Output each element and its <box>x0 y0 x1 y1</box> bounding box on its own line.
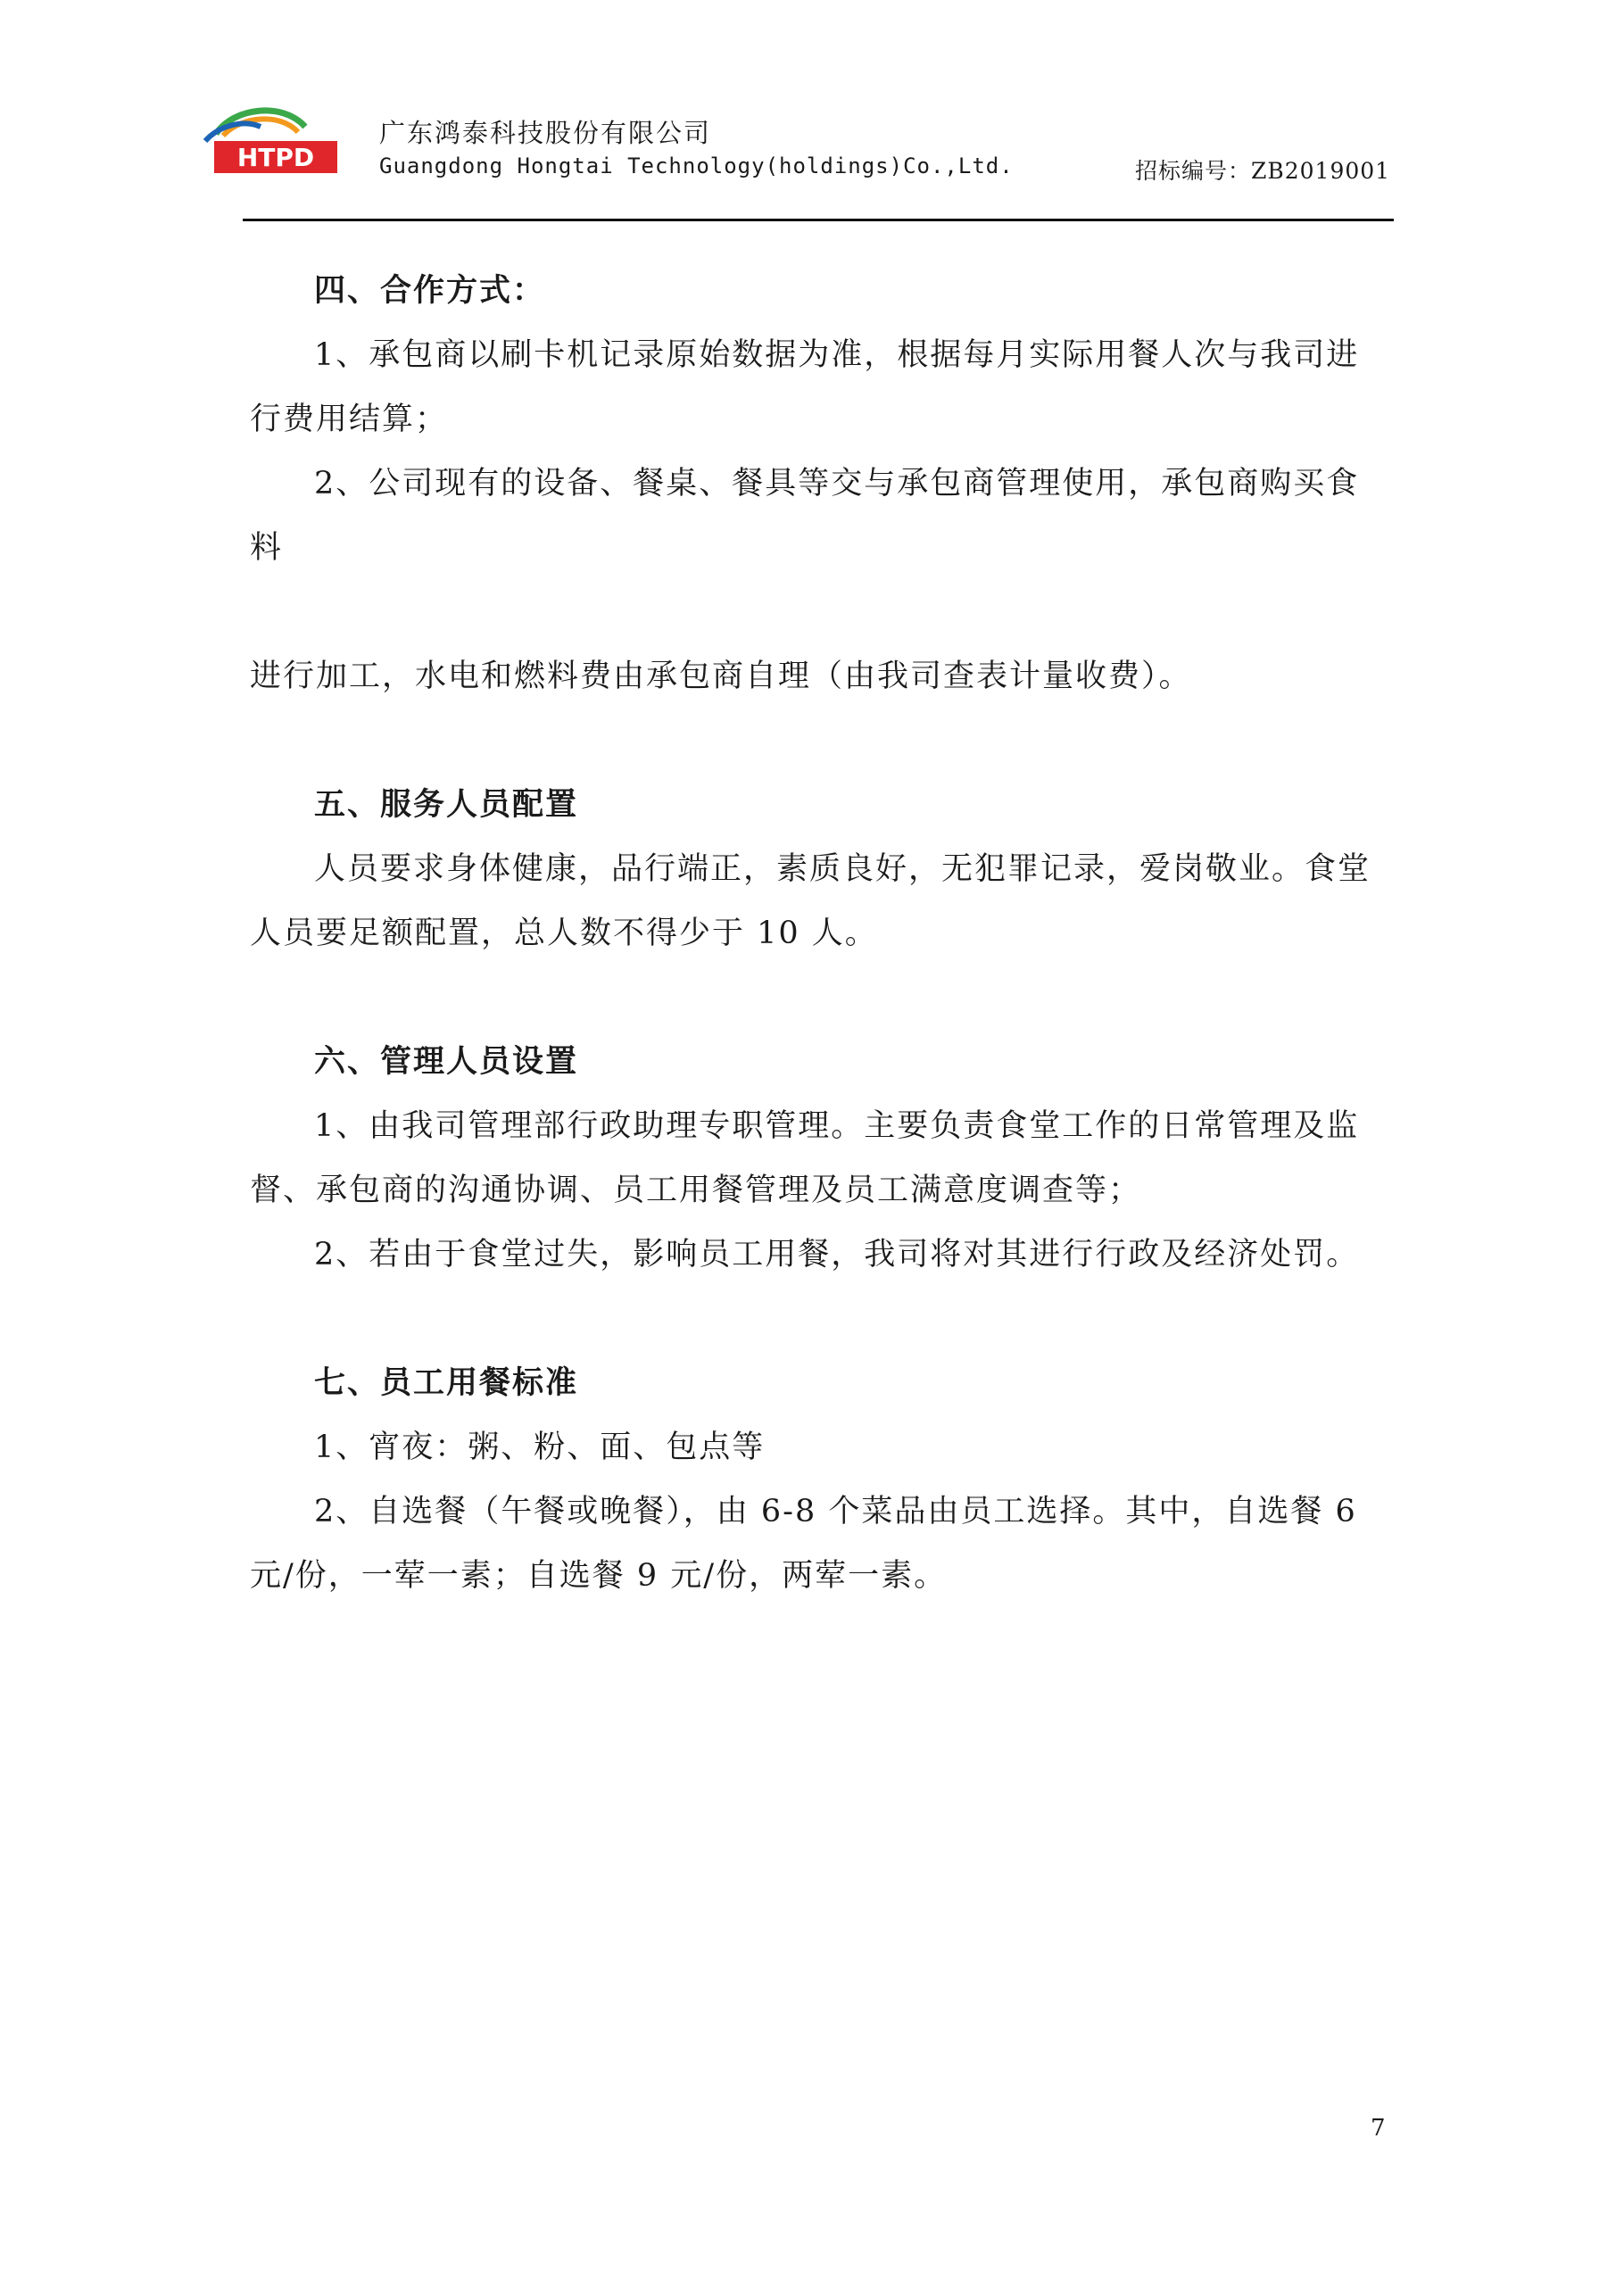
paragraph: 2、若由于食堂过失，影响员工用餐，我司将对其进行行政及经济处罚。 <box>314 1237 1360 1272</box>
paragraph: 人员要求身体健康，品行端正，素质良好，无犯罪记录，爱岗敬业。食堂人员要足额配置，总人数不得少于 10 人。 <box>250 851 1371 951</box>
logo-text: HTPD <box>236 143 315 172</box>
company-name-cn: 广东鸿泰科技股份有限公司 <box>379 118 712 148</box>
htpd-logo <box>198 100 341 180</box>
section-heading-staffing: 五、服务人员配置 <box>314 787 579 823</box>
section-heading-meal-standard: 七、员工用餐标准 <box>314 1365 579 1401</box>
tender-number: 招标编号：ZB2019001 <box>1135 158 1391 184</box>
spacer <box>250 580 1388 644</box>
page-number: 7 <box>1371 2115 1386 2142</box>
paragraph-continuation: 进行加工，水电和燃料费由承包商自理（由我司查表计量收费）。 <box>250 659 1192 694</box>
section-heading-cooperation: 四、合作方式： <box>314 273 546 309</box>
spacer <box>250 709 1388 773</box>
paragraph: 1、承包商以刷卡机记录原始数据为准，根据每月实际用餐人次与我司进行费用结算； <box>250 337 1360 437</box>
paragraph: 1、宵夜：粥、粉、面、包点等 <box>314 1430 766 1465</box>
header-divider <box>243 219 1394 221</box>
company-name-en: Guangdong Hongtai Technology(holdings)Co.,Ltd. <box>379 153 1014 178</box>
spacer <box>250 1287 1388 1351</box>
paragraph: 2、自选餐（午餐或晚餐），由 6-8 个菜品由员工选择。其中，自选餐 6 元/份，一荤一素；自选餐 9 元/份，两荤一素。 <box>250 1494 1357 1594</box>
spacer <box>250 966 1388 1030</box>
section-heading-management: 六、管理人员设置 <box>314 1044 579 1080</box>
paragraph: 2、公司现有的设备、餐桌、餐具等交与承包商管理使用，承包商购买食料 <box>250 466 1360 566</box>
document-body <box>250 259 1388 1608</box>
paragraph: 1、由我司管理部行政助理专职管理。主要负责食堂工作的日常管理及监督、承包商的沟通协调、员工用餐管理及员工满意度调查等； <box>250 1108 1360 1208</box>
